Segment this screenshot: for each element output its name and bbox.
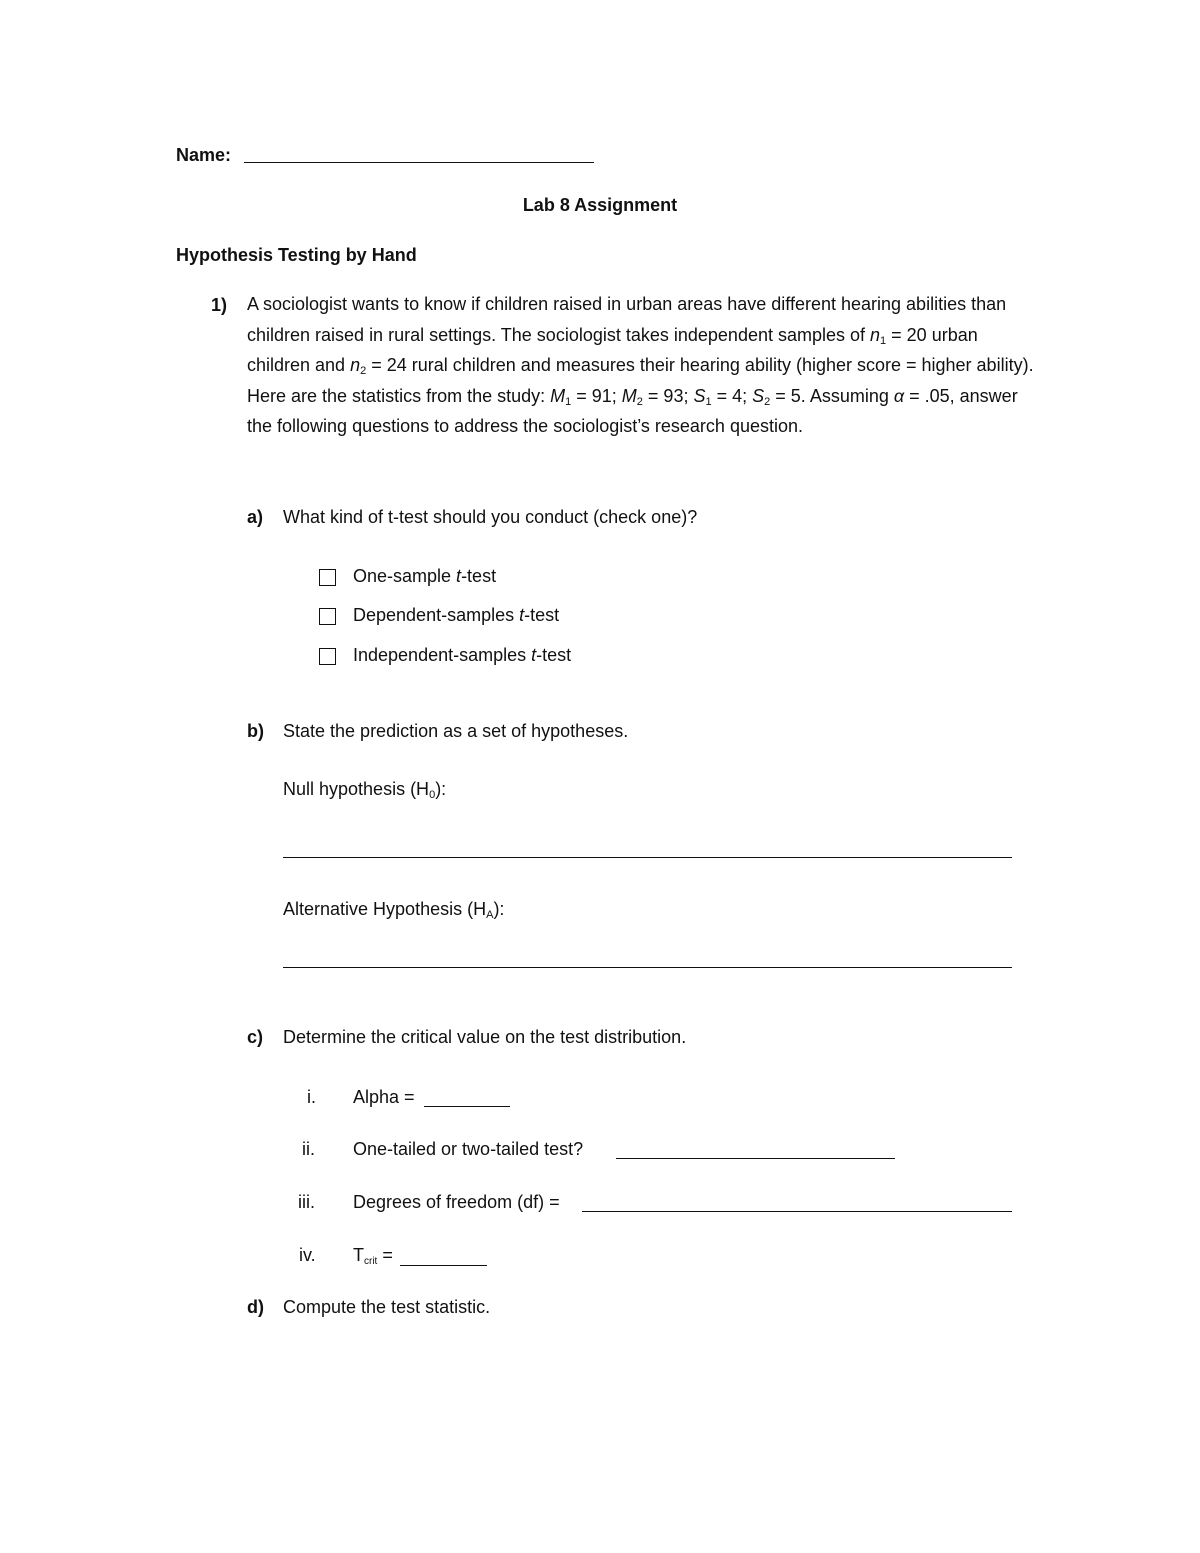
question-text-part: = .05, answer the following questions to address the sociologist’s research question. [247, 385, 1018, 436]
null-hypothesis-label [283, 779, 446, 800]
section-heading: Hypothesis Testing by Hand [176, 245, 417, 265]
part-c-text: Determine the critical value on the test distribution. [283, 1027, 687, 1047]
tails-blank[interactable] [616, 1158, 895, 1159]
option-label: Dependent-samples [353, 605, 520, 625]
option-label: Independent-samples [353, 645, 532, 665]
alt-hypothesis-label [283, 899, 504, 920]
question-text-part: A sociologist wants to know if children raised in urban areas have different hearing abilities than children raised in rural settings. The sociologist takes independent samples of [247, 294, 1007, 345]
s2-symbol: S [752, 385, 765, 406]
question-text-part: = 91; [571, 385, 622, 406]
n1-subscript: 1 [880, 334, 887, 347]
tcrit-end: = [377, 1245, 393, 1265]
part-d-label: d) [247, 1297, 264, 1317]
n2-symbol: n [350, 355, 361, 375]
question-text [247, 289, 1037, 442]
part-c-label: c) [247, 1027, 264, 1047]
question-text-part: = 24 rural children and measures their hearing ability (higher score = higher ability). Here are the statistics from the study: [247, 355, 1034, 406]
item-i-number: i. [307, 1087, 316, 1107]
option-label: -test [524, 605, 560, 625]
null-label-text: Null hypothesis (H [283, 779, 430, 799]
option-dependent-samples [353, 605, 559, 626]
option-t: t [531, 645, 537, 665]
item-iv-number: iv. [299, 1245, 316, 1265]
s1-subscript: 1 [705, 395, 712, 408]
question-text-part: = 4; [711, 385, 753, 406]
alt-hypothesis-answer-line[interactable] [283, 967, 1012, 968]
name-label-text: Name: [176, 145, 232, 165]
m2-subscript: 2 [636, 395, 643, 408]
alpha-symbol: α [893, 385, 905, 406]
question-number: 1) [211, 295, 228, 315]
checkbox-independent-samples[interactable] [319, 648, 336, 665]
s1-symbol: S [693, 385, 706, 406]
part-b-label: b) [247, 721, 264, 741]
m2-symbol: M [621, 385, 637, 406]
tcrit-subscript: crit [364, 1256, 378, 1267]
option-label: -test [461, 566, 497, 586]
item-tails-label: One-tailed or two-tailed test? [353, 1139, 584, 1159]
part-a-label: a) [247, 507, 264, 527]
option-t: t [456, 566, 462, 586]
checkbox-one-sample[interactable] [319, 569, 336, 586]
name-label [176, 145, 231, 166]
item-iii-number: iii. [298, 1192, 315, 1212]
page-title: Lab 8 Assignment [522, 195, 678, 215]
n1-symbol: n [870, 324, 881, 345]
option-one-sample [353, 566, 496, 587]
tcrit-text: T [353, 1245, 364, 1265]
m1-subscript: 1 [565, 395, 572, 408]
n2-subscript: 2 [360, 365, 367, 377]
alt-label-end: ): [493, 899, 505, 919]
null-label-subscript: 0 [429, 789, 436, 801]
item-tcrit-label [353, 1245, 393, 1266]
question-text-part: = 93; [642, 385, 694, 406]
option-t: t [519, 605, 525, 625]
null-hypothesis-answer-line[interactable] [283, 857, 1012, 858]
part-b-text: State the prediction as a set of hypotheses. [283, 721, 629, 741]
item-df-label: Degrees of freedom (df) = [353, 1192, 560, 1212]
option-label: -test [536, 645, 572, 665]
option-label: One-sample [353, 566, 457, 586]
item-ii-number: ii. [302, 1139, 315, 1159]
alt-label-text: Alternative Hypothesis (H [283, 899, 487, 919]
name-blank[interactable] [244, 162, 594, 163]
part-a-text: What kind of t-test should you conduct (check one)? [283, 507, 698, 527]
null-label-end: ): [435, 779, 447, 799]
option-independent-samples [353, 645, 571, 666]
s2-subscript: 2 [764, 395, 771, 408]
m1-symbol: M [550, 385, 566, 406]
alt-label-subscript: A [486, 909, 494, 921]
df-blank[interactable] [582, 1211, 1012, 1212]
question-text-part: = 20 urban children and [247, 324, 978, 375]
tcrit-blank[interactable] [400, 1265, 487, 1266]
alpha-blank[interactable] [424, 1106, 510, 1107]
checkbox-dependent-samples[interactable] [319, 608, 336, 625]
item-alpha-label: Alpha = [353, 1087, 415, 1107]
question-text-part: = 5. Assuming [770, 385, 894, 406]
part-d-text: Compute the test statistic. [283, 1297, 491, 1317]
